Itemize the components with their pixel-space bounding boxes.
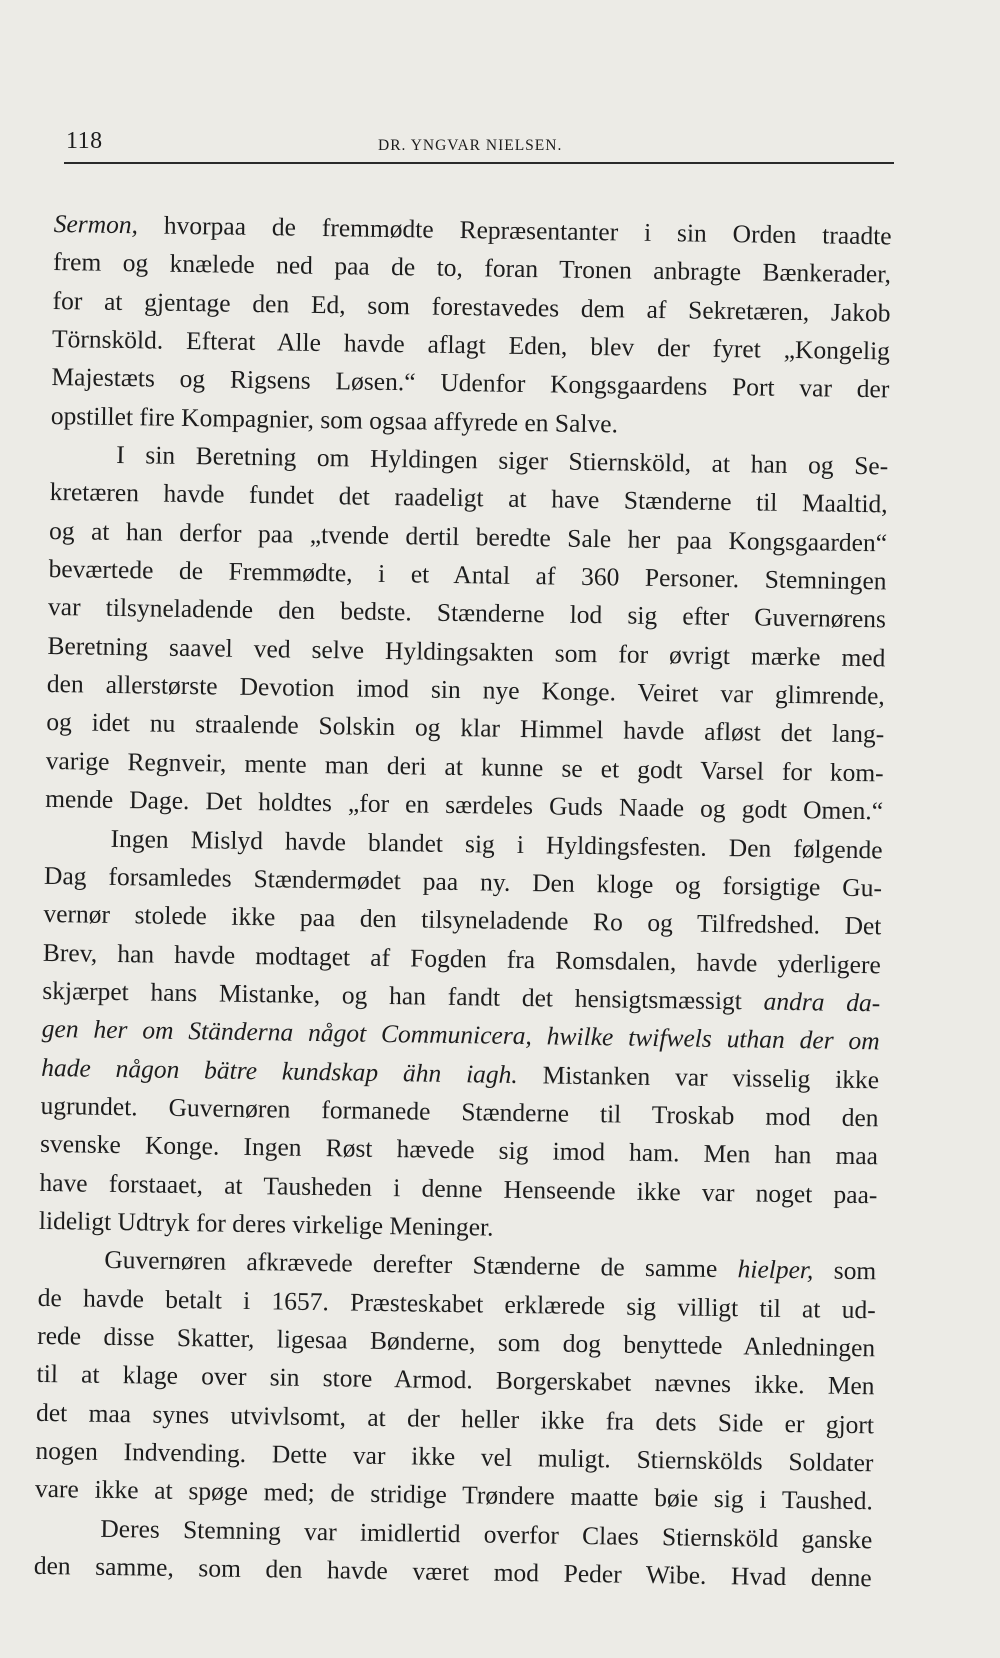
text-run: skjærpet hans Mistanke, og han fandt det hensigtsmæssigt — [42, 975, 764, 1016]
text-run: for at gjentage den Ed, som forestavedes dem af Sekretæren, Jakob — [52, 285, 891, 328]
italic-text: hielper, — [737, 1254, 814, 1285]
text-run: den samme, som den havde været mod Peder Wibe. Hvad denne — [33, 1550, 872, 1593]
running-head — [64, 128, 894, 164]
text-run: til at klage over sin store Armod. Borgerskabet nævnes ikke. Men — [36, 1359, 875, 1401]
running-title: DR. YNGVAR NIELSEN. — [378, 137, 563, 154]
text-run: Guvernøren afkrævede derefter Stænderne de samme — [104, 1245, 738, 1284]
text-run: kretæren havde fundet det raadeligt at have Stænderne til Maaltid, — [49, 477, 888, 519]
text-run: Brev, han havde modtaget af Fogden fra Romsdalen, havde yderligere — [42, 937, 882, 979]
text-run: den allerstørste Devotion imod sin nye Konge. Veiret var glimrende, — [46, 669, 886, 711]
text-run: lideligt Udtryk for deres virkelige Meninger. — [38, 1205, 494, 1242]
text-run: nogen Indvending. Dette var ikke vel muligt. Stiernskölds Soldater — [35, 1435, 874, 1478]
text-run: I sin Beretning om Hyldingen siger Stiernsköld, at han og Se- — [116, 440, 889, 481]
text-run: ugrundet. Guvernøren formanede Stænderne til Troskab mod den — [40, 1090, 879, 1133]
page-number: 118 — [66, 128, 103, 154]
text-run: vernør stolede ikke paa den tilsyneladende Ro og Tilfredshed. Det — [43, 899, 882, 941]
text-run: og idet nu straalende Solskin og klar Himmel havde afløst det lang- — [46, 707, 885, 749]
text-run: Deres Stemning var imidlertid overfor Claes Stiernsköld ganske — [100, 1513, 873, 1554]
text-run: mende Dage. Det holdtes „for en særdeles Guds Naade og godt Omen.“ — [44, 784, 884, 826]
text-run: som — [813, 1255, 877, 1286]
italic-text: Sermon, — [53, 208, 139, 240]
body-text — [34, 205, 892, 1598]
text-run: frem og knælede ned paa de to, foran Tronen anbragte Bænkerader, — [52, 247, 892, 289]
italic-text: gen her om Ständerna något Communicera, hwilke twifwels uthan der om — [41, 1014, 880, 1056]
italic-text: andra da- — [763, 986, 881, 1018]
text-run: rede disse Skatter, ligesaa Bønderne, som dog benyttede Anledningen — [37, 1320, 876, 1363]
text-run: var tilsyneladende den bedste. Stænderne lod sig efter Guvernørens — [47, 592, 887, 634]
text-run: det maa synes utvivlsomt, at der heller ikke fra dets Side er gjort — [35, 1397, 875, 1439]
text-run: varige Regnveir, mente man deri at kunne se et godt Varsel for kom- — [45, 745, 884, 788]
text-run: have forstaaet, at Tausheden i denne Henseende ikke var noget paa- — [39, 1167, 878, 1209]
text-run: Dag forsamledes Stændermødet paa ny. Den kloge og forsigtige Gu- — [43, 860, 883, 903]
text-run: Majestæts og Rigsens Løsen.“ Udenfor Kongsgaardens Port var der — [51, 362, 890, 404]
text-run: Ingen Mislyd havde blandet sig i Hyldingsfesten. Den følgende — [110, 823, 883, 864]
text-run: beværtede de Fremmødte, i et Antal af 360 Personer. Stemningen — [48, 554, 887, 596]
text-run: og at han derfor paa „tvende dertil beredte Sale her paa Kongsgaarden“ — [48, 515, 888, 558]
text-run: de havde betalt i 1657. Præsteskabet erklærede sig villigt til at ud- — [37, 1282, 876, 1324]
text-run: Beretning saavel ved selve Hyldingsakten som for øvrigt mærke med — [47, 630, 886, 673]
text-run: Törnsköld. Efterat Alle havde aflagt Eden, blev der fyret „Kongelig — [51, 324, 891, 366]
text-run: svenske Konge. Ingen Røst hævede sig imod ham. Men han maa — [39, 1129, 879, 1171]
text-run: vare ikke at spøge med; de stridige Trøndere maatte bøie sig i Taushed. — [34, 1474, 874, 1516]
text-run: opstillet fire Kompagnier, som ogsaa affyrede en Salve. — [50, 400, 619, 439]
text-run: hvorpaa de fremmødte Repræsentanter i sin Orden traadte — [137, 210, 892, 251]
italic-text: hade någon bätre kundskap ähn iagh. — [40, 1052, 519, 1089]
text-run: Mistanken var visselig ikke — [517, 1059, 880, 1094]
